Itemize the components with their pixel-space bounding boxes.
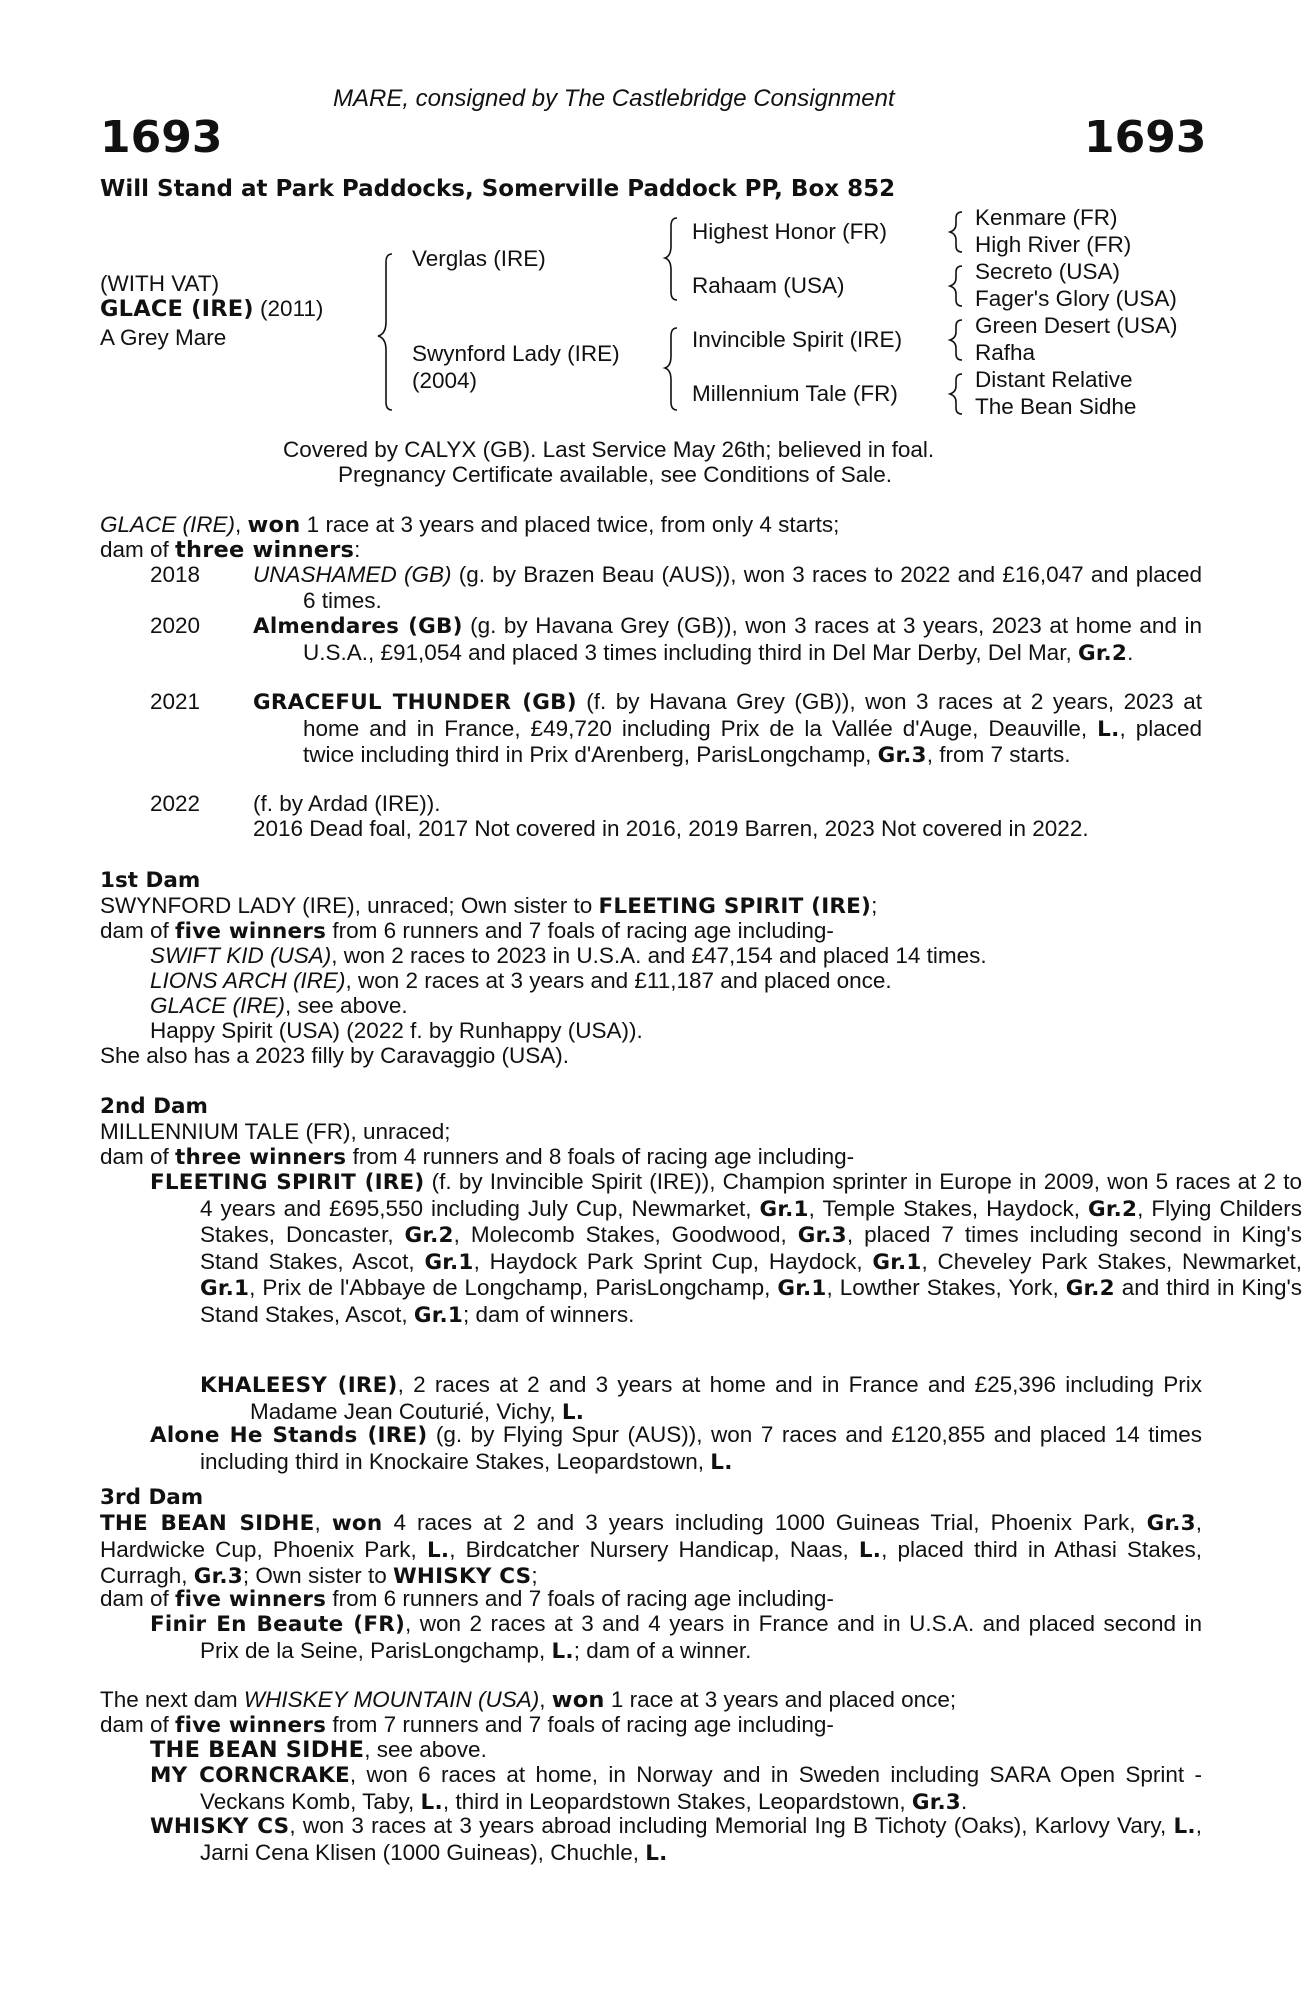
- horse-name: GLACE (IRE): [150, 993, 286, 1018]
- horse-name: KHALEESY (IRE): [200, 1373, 398, 1398]
- fleeting-spirit-entry: [100, 1169, 1302, 1328]
- text: , 2 races at 2 and 3 years at home and in France and £25,396 including Prix Madame Jean Couturié, Vichy,: [250, 1372, 1203, 1424]
- text: , won 2 races at 3 and 4 years in France and in U.S.A. and placed second in Prix de la Seine, ParisLongchamp,: [200, 1611, 1202, 1663]
- text: from 6 runners and 7 foals of racing age including-: [326, 918, 834, 943]
- sister-name: FLEETING SPIRIT (IRE): [598, 894, 872, 919]
- pedigree-dam-year: (2004): [412, 368, 478, 393]
- horse-description: A Grey Mare: [100, 325, 227, 350]
- won: won: [331, 1511, 383, 1536]
- record-text: 1 race at 3 years and placed twice, from only 4 starts;: [300, 512, 840, 537]
- second-dam-line-2: [100, 1144, 854, 1171]
- colon: :: [354, 537, 361, 562]
- listed: L.: [645, 1840, 668, 1866]
- text: dam of: [100, 918, 176, 943]
- race-record: GLACE (IRE), won 1 race at 3 years and placed twice, from only 4 starts;: [100, 512, 840, 538]
- text: ;: [531, 1563, 538, 1588]
- produce-2022: (f. by Ardad (IRE)).: [253, 791, 441, 816]
- text: The next dam: [100, 1687, 244, 1712]
- text: , Flying Childers Stakes, Doncaster,: [200, 1195, 1302, 1247]
- next-dam-line-dam-of: [100, 1712, 834, 1739]
- first-dam-note: She also has a 2023 filly by Caravaggio (USA).: [100, 1043, 569, 1068]
- third-dam-line-dam-of: [100, 1586, 834, 1613]
- text: ; dam of winners.: [463, 1301, 635, 1327]
- grade: Gr.3: [877, 743, 927, 768]
- listed: L.: [1097, 716, 1120, 742]
- text: 1 race at 3 years and placed once;: [604, 1687, 957, 1712]
- produce-year-2021: 2021: [150, 689, 201, 714]
- pedigree-gen3-1: Highest Honor (FR): [692, 219, 888, 244]
- horse-name: WHISKEY MOUNTAIN (USA): [243, 1687, 540, 1712]
- text: , won 6 races at home, in Norway and in Sweden including SARA Open Sprint - Veckans Komb, Taby,: [200, 1762, 1202, 1814]
- produce-name: GRACEFUL THUNDER (GB): [253, 690, 577, 715]
- first-dam-item-3: [150, 993, 408, 1019]
- text: 4 races at 2 and 3 years including 1000 Guineas Trial, Phoenix Park,: [382, 1510, 1147, 1535]
- text: dam of: [100, 1586, 176, 1611]
- consignment-line: MARE, consigned by The Castlebridge Consignment: [333, 85, 895, 112]
- next-dam-record: [100, 1687, 956, 1714]
- produce-text: , from 7 starts.: [926, 742, 1071, 767]
- second-dam-heading: 2nd Dam: [100, 1094, 208, 1119]
- grade: Gr.2: [1065, 1276, 1115, 1301]
- first-dam-item-4: Happy Spirit (USA) (2022 f. by Runhappy (USA)).: [150, 1018, 643, 1043]
- text: dam of: [100, 1712, 176, 1737]
- text: , Birdcatcher Nursery Handicap, Naas,: [449, 1536, 859, 1562]
- text: from 7 runners and 7 foals of racing age including-: [326, 1712, 834, 1737]
- text: , Jarni Cena Klisen (1000 Guineas), Chuchle,: [200, 1813, 1202, 1865]
- listed: L.: [551, 1638, 574, 1664]
- record-horse-name: GLACE (IRE): [100, 512, 236, 537]
- lot-number-right: 1693: [1084, 112, 1207, 163]
- text: , third in Leopardstown Stakes, Leopardstown,: [442, 1788, 912, 1814]
- text: .: [960, 1788, 968, 1814]
- produce-year-2022: 2022: [150, 791, 201, 816]
- listed: L.: [426, 1537, 450, 1563]
- text: ,: [539, 1687, 552, 1712]
- produce-name: UNASHAMED (GB): [253, 562, 452, 587]
- text: , Hardwicke Cup, Phoenix Park,: [100, 1510, 1203, 1562]
- grade: Gr.3: [797, 1223, 847, 1248]
- horse-name: SWIFT KID (USA): [150, 943, 332, 968]
- horse-name: Finir En Beaute (FR): [150, 1612, 405, 1637]
- grade: Gr.3: [1146, 1511, 1196, 1536]
- lot-number-left: 1693: [100, 112, 223, 163]
- pedigree-gen4-7: Distant Relative: [975, 367, 1133, 392]
- whisky-cs-entry: [150, 1813, 1202, 1866]
- alone-he-stands-entry: [150, 1422, 1202, 1475]
- grade: Gr.1: [200, 1276, 250, 1301]
- pedigree-dam: Swynford Lady (IRE): [412, 341, 620, 366]
- winners-count: three winners: [175, 537, 355, 563]
- first-dam-line-2: [100, 918, 834, 945]
- pedigree-gen4-5: Green Desert (USA): [975, 313, 1178, 338]
- grade: Gr.1: [777, 1276, 827, 1301]
- third-dam-record: THE BEAN SIDHE, won 4 races at 2 and 3 years including 1000 Guineas Trial, Phoenix Park, Gr.3, Hardwicke Cup, Phoenix Park, L., Birdcatcher Nursery Handicap, Naas, L., placed third in Athasi Stakes, Curragh, Gr.3; Own sister to WHISKY CS;: [100, 1510, 1203, 1589]
- text: and third in King's Stand Stakes, Ascot,: [200, 1275, 1303, 1327]
- covering-line-2: Pregnancy Certificate available, see Conditions of Sale.: [338, 462, 893, 487]
- text: from 6 runners and 7 foals of racing age including-: [326, 1586, 834, 1611]
- pedigree-gen3-4: Millennium Tale (FR): [692, 381, 898, 406]
- listed: L.: [710, 1449, 733, 1475]
- text: (g. by Flying Spur (AUS)), won 7 races and £120,855 and placed 14 times including third in Knockaire Stakes, Leopardstown,: [200, 1422, 1202, 1474]
- produce-text: , placed twice including third in Prix d'Arenberg, ParisLongchamp,: [303, 715, 1202, 767]
- text: , won 2 races to 2023 in U.S.A. and £47,154 and placed 14 times.: [331, 943, 987, 968]
- pedigree-gen3-3: Invincible Spirit (IRE): [692, 327, 903, 352]
- pedigree-gen4-8: The Bean Sidhe: [975, 394, 1137, 419]
- pedigree-gen4-1: Kenmare (FR): [975, 205, 1118, 230]
- grade: Gr.1: [413, 1302, 463, 1328]
- text: ; Own sister to: [242, 1563, 393, 1588]
- pedigree-sire: Verglas (IRE): [412, 246, 546, 271]
- text: (f. by Invincible Spirit (IRE)), Champion sprinter in Europe in 2009, won 5 races at 2 to 4 years and £695,550 including July Cup, Newmarket,: [200, 1169, 1302, 1221]
- horse-name: FLEETING SPIRIT (IRE): [150, 1170, 425, 1195]
- first-dam-line-1: [100, 893, 877, 920]
- horse-name: MY CORNCRAKE: [150, 1763, 350, 1788]
- produce-name: Almendares (GB): [253, 614, 463, 639]
- record-won: won: [247, 512, 301, 538]
- record-dam-of: [100, 537, 360, 564]
- covering-line-1: Covered by CALYX (GB). Last Service May 26th; believed in foal.: [283, 437, 935, 462]
- grade: Gr.2: [404, 1223, 454, 1248]
- khaleesy-entry: [200, 1372, 1202, 1425]
- text: , Lowther Stakes, York,: [826, 1275, 1066, 1300]
- text: , placed third in Athasi Stakes, Curragh,: [100, 1536, 1202, 1588]
- horse-name: GLACE (IRE): [100, 296, 254, 322]
- sister-name: WHISKY CS: [392, 1564, 532, 1589]
- horse-year: (2011): [260, 296, 324, 321]
- pedigree-gen4-3: Secreto (USA): [975, 259, 1121, 284]
- pedigree-gen4-6: Rafha: [975, 340, 1036, 365]
- vat-note: (WITH VAT): [100, 271, 220, 296]
- text: , Cheveley Park Stakes, Newmarket,: [921, 1248, 1302, 1274]
- first-dam-item-2: [150, 968, 892, 994]
- second-dam-line-1: MILLENNIUM TALE (FR), unraced;: [100, 1119, 451, 1144]
- text: ; dam of a winner.: [573, 1637, 752, 1663]
- produce-year-2020: 2020: [150, 613, 201, 638]
- text: , Molecomb Stakes, Goodwood,: [453, 1222, 798, 1247]
- grade: Gr.1: [424, 1249, 474, 1275]
- horse-name: THE BEAN SIDHE: [150, 1737, 365, 1763]
- horse-name: WHISKY CS: [150, 1814, 290, 1839]
- third-dam-heading: 3rd Dam: [100, 1485, 204, 1510]
- my-corncrake-entry: [150, 1762, 1202, 1815]
- produce-note: 2016 Dead foal, 2017 Not covered in 2016, 2019 Barren, 2023 Not covered in 2022.: [253, 816, 1089, 841]
- the-bean-sidhe-entry: [150, 1737, 487, 1764]
- pedigree-gen4-4: Fager's Glory (USA): [975, 286, 1177, 311]
- text: , placed 7 times including second in King's Stand Stakes, Ascot,: [200, 1222, 1302, 1274]
- horse-name: THE BEAN SIDHE: [100, 1511, 315, 1536]
- text: , won 2 races at 3 years and £11,187 and placed once.: [345, 968, 892, 993]
- listed: L.: [420, 1789, 443, 1815]
- pedigree-gen4-2: High River (FR): [975, 232, 1132, 257]
- produce-2020: [253, 613, 1202, 666]
- winners-count: five winners: [175, 1713, 327, 1738]
- dam-of-label: dam of: [100, 537, 176, 562]
- listed: L.: [1173, 1814, 1196, 1839]
- first-dam-item-1: [150, 943, 987, 969]
- text: dam of: [100, 1144, 176, 1169]
- text: ;: [871, 893, 878, 918]
- grade: Gr.1: [872, 1249, 922, 1275]
- text: , Prix de l'Abbaye de Longchamp, ParisLongchamp,: [249, 1275, 778, 1300]
- first-dam-heading: 1st Dam: [100, 868, 201, 893]
- grade: Gr.2: [1088, 1196, 1138, 1222]
- text: , Temple Stakes, Haydock,: [808, 1195, 1088, 1221]
- produce-end: .: [1127, 639, 1134, 665]
- produce-2018: [253, 562, 1202, 613]
- produce-text: (f. by Havana Grey (GB)), won 3 races at 2 years, 2023 at home and in France, £49,720 including Prix de la Vallée d'Auge, Deauville,: [303, 689, 1202, 741]
- horse-name: Alone He Stands (IRE): [150, 1423, 428, 1448]
- produce-2021: [253, 689, 1202, 769]
- produce-year-2018: 2018: [150, 562, 201, 587]
- grade: Gr.1: [759, 1196, 809, 1222]
- listed: L.: [858, 1537, 882, 1563]
- won: won: [551, 1687, 605, 1713]
- pedigree-gen3-2: Rahaam (USA): [692, 273, 845, 298]
- produce-text: (g. by Brazen Beau (AUS)), won 3 races to 2022 and £16,047 and placed 6 times.: [303, 562, 1202, 613]
- winners-count: five winners: [175, 1587, 327, 1612]
- text: , see above.: [364, 1737, 487, 1762]
- grade: Gr.3: [193, 1564, 243, 1589]
- horse-name: LIONS ARCH (IRE): [150, 968, 346, 993]
- text: SWYNFORD LADY (IRE), unraced; Own sister to: [100, 893, 599, 918]
- text: , see above.: [285, 993, 408, 1018]
- grade: Gr.3: [911, 1789, 961, 1815]
- finir-en-beaute-entry: [150, 1611, 1202, 1664]
- text: , won 3 races at 3 years abroad including Memorial Ing B Tichoty (Oaks), Karlovy Vary,: [289, 1813, 1174, 1838]
- text: , Haydock Park Sprint Cup, Haydock,: [473, 1248, 873, 1274]
- listed: L.: [561, 1399, 585, 1425]
- produce-text: (g. by Havana Grey (GB)), won 3 races at 3 years, 2023 at home and in U.S.A., £91,054 and placed 3 times including third in Del Mar Derby, Del Mar,: [303, 613, 1202, 665]
- winners-count: five winners: [175, 919, 327, 944]
- stand-location: Will Stand at Park Paddocks, Somerville Paddock PP, Box 852: [100, 176, 896, 202]
- text: from 4 runners and 8 foals of racing age including-: [346, 1144, 855, 1169]
- winners-count: three winners: [175, 1145, 347, 1170]
- grade: Gr.2: [1077, 640, 1128, 666]
